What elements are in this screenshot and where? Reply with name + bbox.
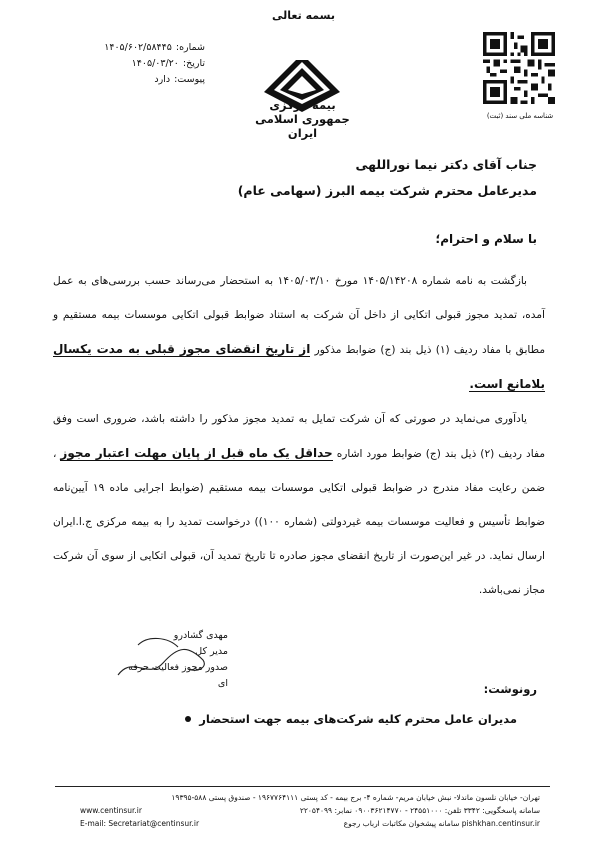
letter-number-label: شماره: xyxy=(175,42,205,53)
letter-attachment-row xyxy=(55,72,205,88)
bullet-icon xyxy=(185,716,191,722)
letter-attachment: دارد xyxy=(154,74,171,85)
letter-number: ۱۴۰۵/۶۰۲/۵۸۴۴۵ xyxy=(104,42,172,53)
footer-portal: pishkhan.centinsur.ir سامانه پیشخوان مکاتبات ارباب رجوع xyxy=(343,819,540,828)
body-paragraph-1-emphasis: از تاریخ انقضای مجوز قبلی به مدت یکسال بلامانع است. xyxy=(53,342,545,391)
body-paragraph-2-emphasis: حداقل یک ماه قبل از پایان مهلت اعتبار مجوز xyxy=(60,446,333,460)
footer-phones: سامانه پاسخگویی: ۳۳۴۲ تلفن: ۲۴۵۵۱۰۰۰ - ۰۹۰۰۳۶۲۱۴۷۷۰ نمابر: ۲۲۰۵۴۰۹۹ xyxy=(299,806,540,815)
letter-date-row xyxy=(55,56,205,72)
footer-email: E-mail: Secretariat@centinsur.ir xyxy=(80,819,200,828)
qr-code xyxy=(483,32,555,104)
body-paragraph-1 xyxy=(53,264,545,402)
letter-date: ۱۴۰۵/۰۳/۲۰ xyxy=(131,58,179,69)
greeting: با سلام و احترام؛ xyxy=(435,232,537,246)
body-paragraph-1-text: بازگشت به نامه شماره ۱۴۰۵/۱۴۲۰۸ مورخ ۱۴۰۵/۰۳/۱۰ به استحضار می‌رساند حسب بررسی‌های به عمل آمده، تمدید مجوز قبولی اتکایی از داخل آن شرکت به استناد ضوابط قبولی اتکایی موسسات بیمه مستقیم و مطابق با مفاد ردیف (۱) ذیل بند (ج) ضوابط مذکور xyxy=(53,275,545,356)
recipient-title: مدیرعامل محترم شرکت بیمه البرز (سهامی عام) xyxy=(237,183,537,198)
footer-web: www.centinsur.ir xyxy=(80,806,142,815)
letter-number-row xyxy=(55,40,205,56)
footer-contacts xyxy=(80,804,540,817)
org-name-line2: جمهوری اسلامی ایران xyxy=(255,112,350,140)
signer-department: صدور مجوز فعالیت حرفه ای xyxy=(128,662,228,689)
footer-divider xyxy=(55,786,550,787)
cc-list-item xyxy=(185,712,517,726)
letter-date-label: تاریخ: xyxy=(182,58,205,69)
signer-title: مدیر کل xyxy=(195,646,228,657)
letter-footer xyxy=(80,791,540,830)
qr-caption: شناسه ملی سند (ثبت) xyxy=(486,112,554,120)
handwritten-signature xyxy=(108,625,218,687)
body-paragraph-2-continuation: ، ضمن رعایت مفاد مندرج در ضوابط قبولی اتکایی موسسات بیمه مستقیم (ضوابط اجرایی ماده ۱۹ آیین‌نامه ضوابط تأسیس و فعالیت موسسات بیمه غیردولتی (شماره ۱۰۰)) درخواست تمدید را به بیمه مرکزی ج.ا.ایران ارسال نماید. در غیر این‌صورت از تاریخ انقضای مجوز صادره تا تاریخ تمدید آن، قبولی اتکایی از سوی آن شرکت مجاز نمی‌باشد. xyxy=(53,448,545,596)
signer-name: مهدی گشادرو xyxy=(173,630,228,641)
body-paragraph-2 xyxy=(53,402,545,607)
cc-title: رونوشت: xyxy=(483,682,537,696)
footer-contacts-2 xyxy=(80,817,540,830)
invocation-text: بسمه تعالی xyxy=(272,9,335,22)
recipient-block xyxy=(238,152,537,204)
body-paragraph-2-text: یادآوری می‌نماید در صورتی که آن شرکت تمایل به تمدید مجوز مذکور را داشته باشد، ضروری است وفق مفاد ردیف (۲) ذیل بند (ج) ضوابط مورد اشاره xyxy=(53,413,545,460)
org-name-line1: بیمه مرکزی xyxy=(269,98,336,112)
letter-attachment-label: پیوست: xyxy=(174,74,205,85)
org-name xyxy=(240,98,365,140)
recipient-name: جناب آقای دکتر نیما نوراللهی xyxy=(355,157,537,172)
footer-address: تهران- خیابان نلسون ماندلا- نبش خیابان مریم- شماره ۴- برج بیمه - کد پستی ۱۹۶۷۷۶۴۱۱۱ - صندوق پستی ۵۸۸-۱۹۳۹۵ xyxy=(171,793,540,802)
letter-body xyxy=(53,264,545,607)
letter-meta xyxy=(55,40,205,88)
cc-item-text: مدیران عامل محترم کلیه شرکت‌های بیمه جهت استحضار xyxy=(199,712,517,726)
